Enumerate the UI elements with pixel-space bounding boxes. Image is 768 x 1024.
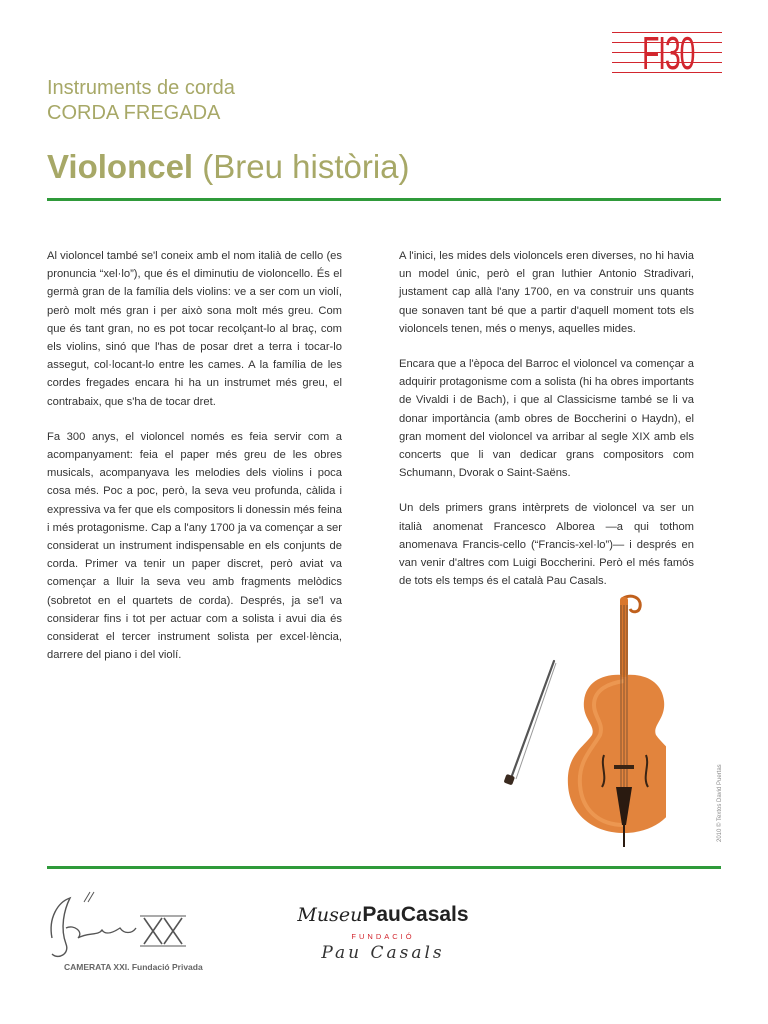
pau-casals-signature: Pau Casals <box>321 943 445 963</box>
paragraph: Encara que a l'època del Barroc el violoncel va començar a adquirir protagonisme com a solista (hi ha obres importants de Vivaldi i de Bach), i que al Classicisme també se li va donar importància (amb obres de Boccherini o Haydn), el gran moment del violoncel va arribar al segle XIX amb els concerts que li van dedicar grans compositors com Schumann, Dvorak o Saint-Saëns. <box>399 358 694 480</box>
left-column <box>47 247 342 681</box>
bottom-divider <box>47 866 721 869</box>
sheet-code: FI30 <box>642 27 695 79</box>
sheet-code-mark <box>612 26 722 82</box>
paragraph: A l'inici, les mides dels violoncels eren diverses, no hi havia un model únic, però el gran luthier Antonio Stradivari, justament cap allà l'any 1700, en va construir uns quants que sonaven tant bé que a partir d'aquell moment tots els violoncels tenen, més o menys, aquelles mides. <box>399 250 694 335</box>
museu-word: Museu <box>297 904 363 926</box>
bow <box>504 661 556 785</box>
camerata-logo <box>44 888 244 978</box>
title-sub: (Breu història) <box>202 148 410 185</box>
top-divider <box>47 198 721 201</box>
paragraph: Al violoncel també se'l coneix amb el nom italià de cello (es pronuncia “xel·lo”), que és el diminutiu de violoncello. És el germà gran de la família dels violins: ve a ser com un violí, però molt més gran i per això sona molt més greu. Com que és tant gran, no es pot tocar recolçant-lo al braç, com els violins, sinó que l'has de posar dret a terra i tocar-lo assegut, col·locant-lo entre les cames. A la família de les cordes fregades encara hi ha un instrumet més greu, el contrabaix, que s'ha de tocar dret. <box>47 250 342 408</box>
paragraph: Un dels primers grans intèrprets de violoncel va ser un italià anomenat Francesco Alborea —a qui tothom anomenava Francis-cello (“Francis-xel·lo”)— i després en van venir d'altres com Luigi Boccherini. Però el més famós de tots els temps és el català Pau Casals. <box>399 502 694 588</box>
pau-casals-word: PauCasals <box>362 903 469 926</box>
museu-wordmark <box>288 902 478 928</box>
category-heading <box>47 76 235 126</box>
cello <box>568 596 666 847</box>
page-title <box>47 145 410 189</box>
cello-illustration <box>496 585 666 850</box>
fundacio-label: FUNDACIÓ <box>351 932 415 941</box>
title-main: Violoncel <box>47 148 194 185</box>
paragraph: Fa 300 anys, el violoncel només es feia servir com a acompanyament: feia el paper més greu de les obres musicals, acompanyava les melodies dels violins i poca cosa més. Poc a poc, però, la seva veu profunda, càlida i expressiva va fer que els compositors li donessin més feina i més protagonisme. Cap a l'any 1700 ja va començar a ser considerat un instrument indispensable en els conjunts de corda. Primer va tenir un paper discret, però aviat va començar a lluir la seva veu amb fragments melòdics (sobretot en el quartets de corda). Després, ja se'l va considerar fins i tot per actuar com a solista i avui dia és considerat el tercer instrument solista per excel·lència, darrere del piano i del violí. <box>47 430 342 662</box>
copyright-credit: 2010 © Textos David Puertas <box>717 764 723 842</box>
camerata-caption: CAMERATA XXI. Fundació Privada <box>64 962 203 972</box>
camerata-signature-mark <box>44 888 244 963</box>
category-line-2: CORDA FREGADA <box>47 102 221 124</box>
right-column <box>399 247 694 607</box>
category-line-1: Instruments de corda <box>47 77 235 99</box>
museu-pau-casals-logo <box>288 902 478 982</box>
